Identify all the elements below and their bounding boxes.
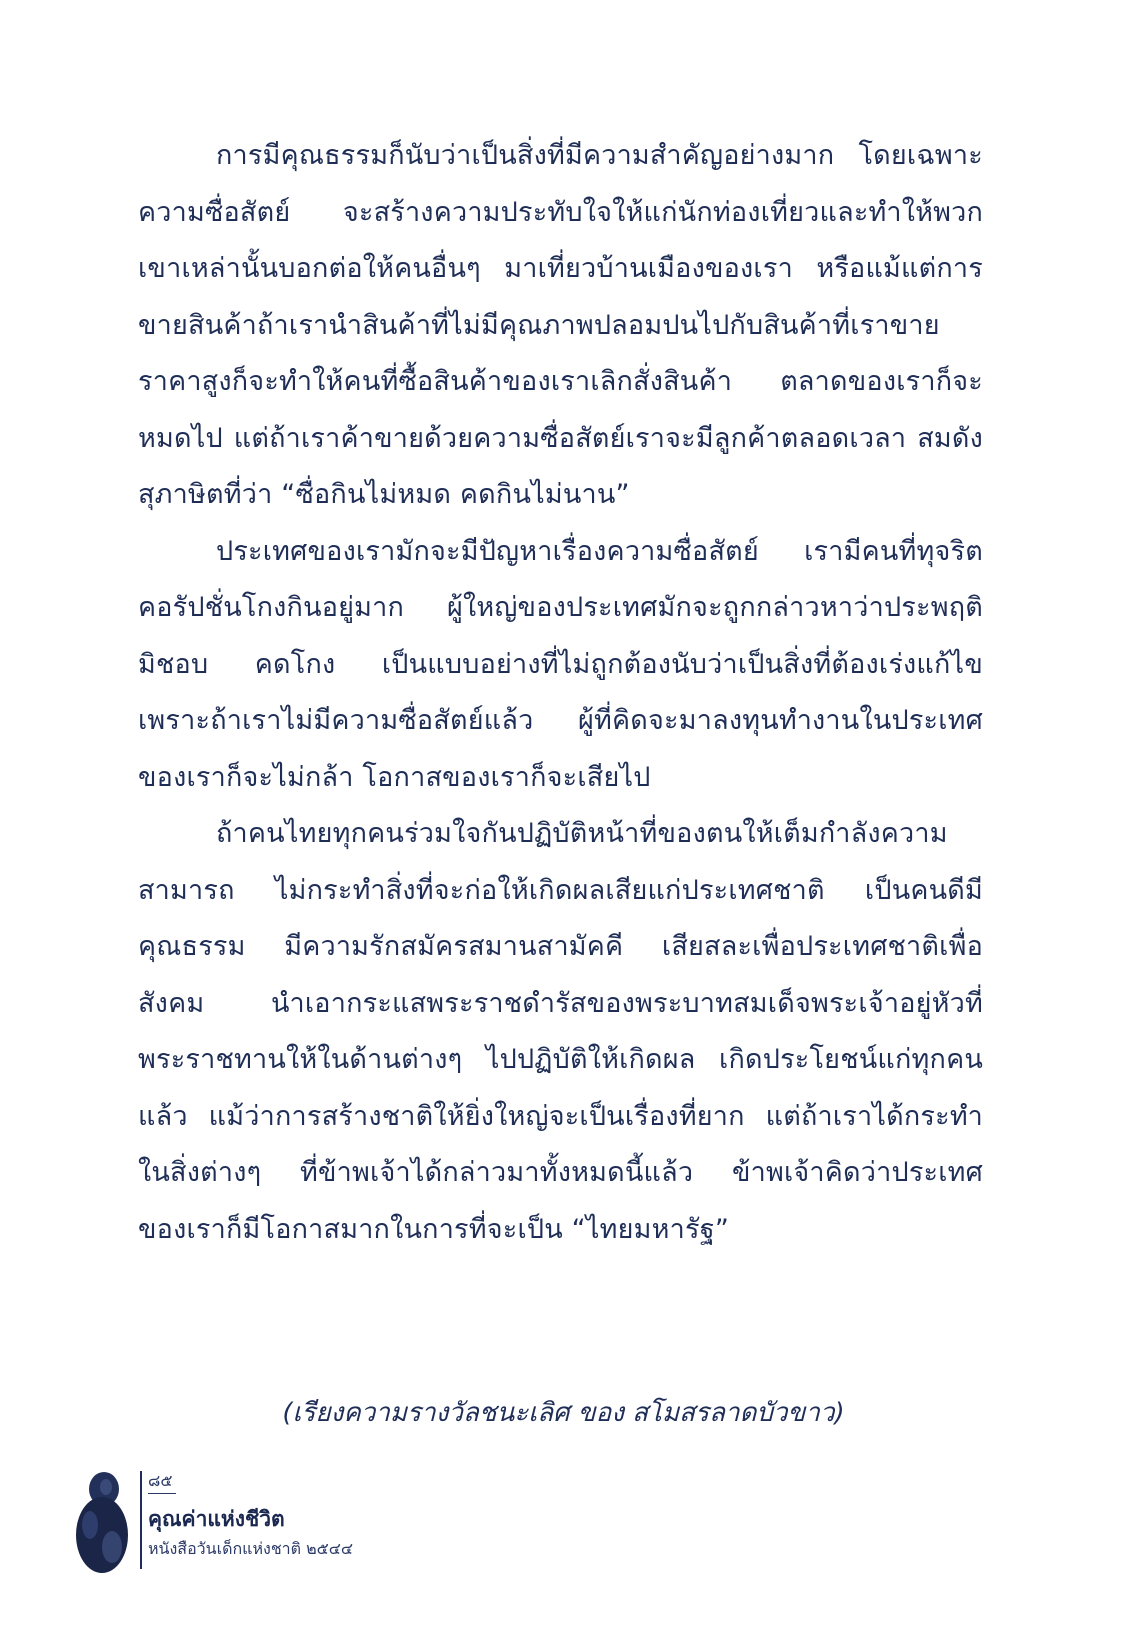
text-line: ของเราก็มีโอกาสมากในการที่จะเป็น “ไทยมหารัฐ” — [138, 1213, 730, 1245]
book-subtitle: หนังสือวันเด็กแห่งชาติ ๒๕๔๔ — [148, 1539, 354, 1558]
text-line: ขายสินค้าถ้าเรานำสินค้าที่ไม่มีคุณภาพปลอมปนไปกับสินค้าที่เราขาย — [138, 309, 940, 341]
text-line: ความซื่อสัตย์ จะสร้างความประทับใจให้แก่นักท่องเที่ยวและทำให้พวก — [138, 196, 983, 228]
text-line: แล้ว แม้ว่าการสร้างชาติให้ยิ่งใหญ่จะเป็นเรื่องที่ยาก แต่ถ้าเราได้กระทำ — [138, 1100, 983, 1132]
paragraph-3 — [138, 806, 983, 1258]
text-line: หมดไป แต่ถ้าเราค้าขายด้วยความซื่อสัตย์เราจะมีลูกค้าตลอดเวลา สมดัง — [138, 422, 983, 454]
text-line: เพราะถ้าเราไม่มีความซื่อสัตย์แล้ว ผู้ที่คิดจะมาลงทุนทำงานในประเทศ — [138, 705, 983, 736]
text-line: สังคม นำเอากระแสพระราชดำรัสของพระบาทสมเด็จพระเจ้าอยู่หัวที่ — [138, 987, 983, 1019]
text-line: การมีคุณธรรมก็นับว่าเป็นสิ่งที่มีความสำคัญอย่างมาก โดยเฉพาะ — [216, 140, 983, 171]
page-footer — [72, 1465, 472, 1575]
child-photo-icon — [72, 1465, 132, 1575]
text-line: ในสิ่งต่างๆ ที่ข้าพเจ้าได้กล่าวมาทั้งหมดนี้แล้ว ข้าพเจ้าคิดว่าประเทศ — [138, 1157, 983, 1188]
paragraph-1 — [138, 128, 983, 524]
text-line: เขาเหล่านั้นบอกต่อให้คนอื่นๆ มาเที่ยวบ้านเมืองของเรา หรือแม้แต่การ — [138, 253, 983, 284]
page-number: ๘๕ — [148, 1471, 173, 1490]
book-title: คุณค่าแห่งชีวิต — [148, 1507, 285, 1531]
essay-credit: (เรียงความรางวัลชนะเลิศ ของ สโมสรลาดบัวขาว) — [282, 1398, 845, 1428]
paragraph-2 — [138, 524, 983, 807]
text-line: มิชอบ คดโกง เป็นแบบอย่างที่ไม่ถูกต้องนับว่าเป็นสิ่งที่ต้องเร่งแก้ไข — [138, 648, 983, 680]
text-line: ถ้าคนไทยทุกคนร่วมใจกันปฏิบัติหน้าที่ของตนให้เต็มกำลังความ — [216, 818, 948, 849]
text-line: ราคาสูงก็จะทำให้คนที่ซื้อสินค้าของเราเลิกสั่งสินค้า ตลาดของเราก็จะ — [138, 366, 983, 397]
footer-divider — [140, 1471, 142, 1569]
text-line: ประเทศของเรามักจะมีปัญหาเรื่องความซื่อสัตย์ เรามีคนที่ทุจริต — [216, 535, 983, 567]
text-line: สามารถ ไม่กระทำสิ่งที่จะก่อให้เกิดผลเสียแก่ประเทศชาติ เป็นคนดีมี — [138, 874, 983, 906]
essay-body — [138, 128, 983, 1258]
text-line: พระราชทานให้ในด้านต่างๆ ไปปฏิบัติให้เกิดผล เกิดประโยชน์แก่ทุกคน — [138, 1044, 983, 1075]
text-line: ของเราก็จะไม่กล้า โอกาสของเราก็จะเสียไป — [138, 761, 651, 793]
page-number-rule — [148, 1493, 176, 1494]
text-line: สุภาษิตที่ว่า “ซื่อกินไม่หมด คดกินไม่นาน” — [138, 479, 630, 510]
text-line: คุณธรรม มีความรักสมัครสมานสามัคคี เสียสละเพื่อประเทศชาติเพื่อ — [138, 931, 983, 962]
text-line: คอรัปชั่นโกงกินอยู่มาก ผู้ใหญ่ของประเทศมักจะถูกกล่าวหาว่าประพฤติ — [138, 592, 983, 623]
